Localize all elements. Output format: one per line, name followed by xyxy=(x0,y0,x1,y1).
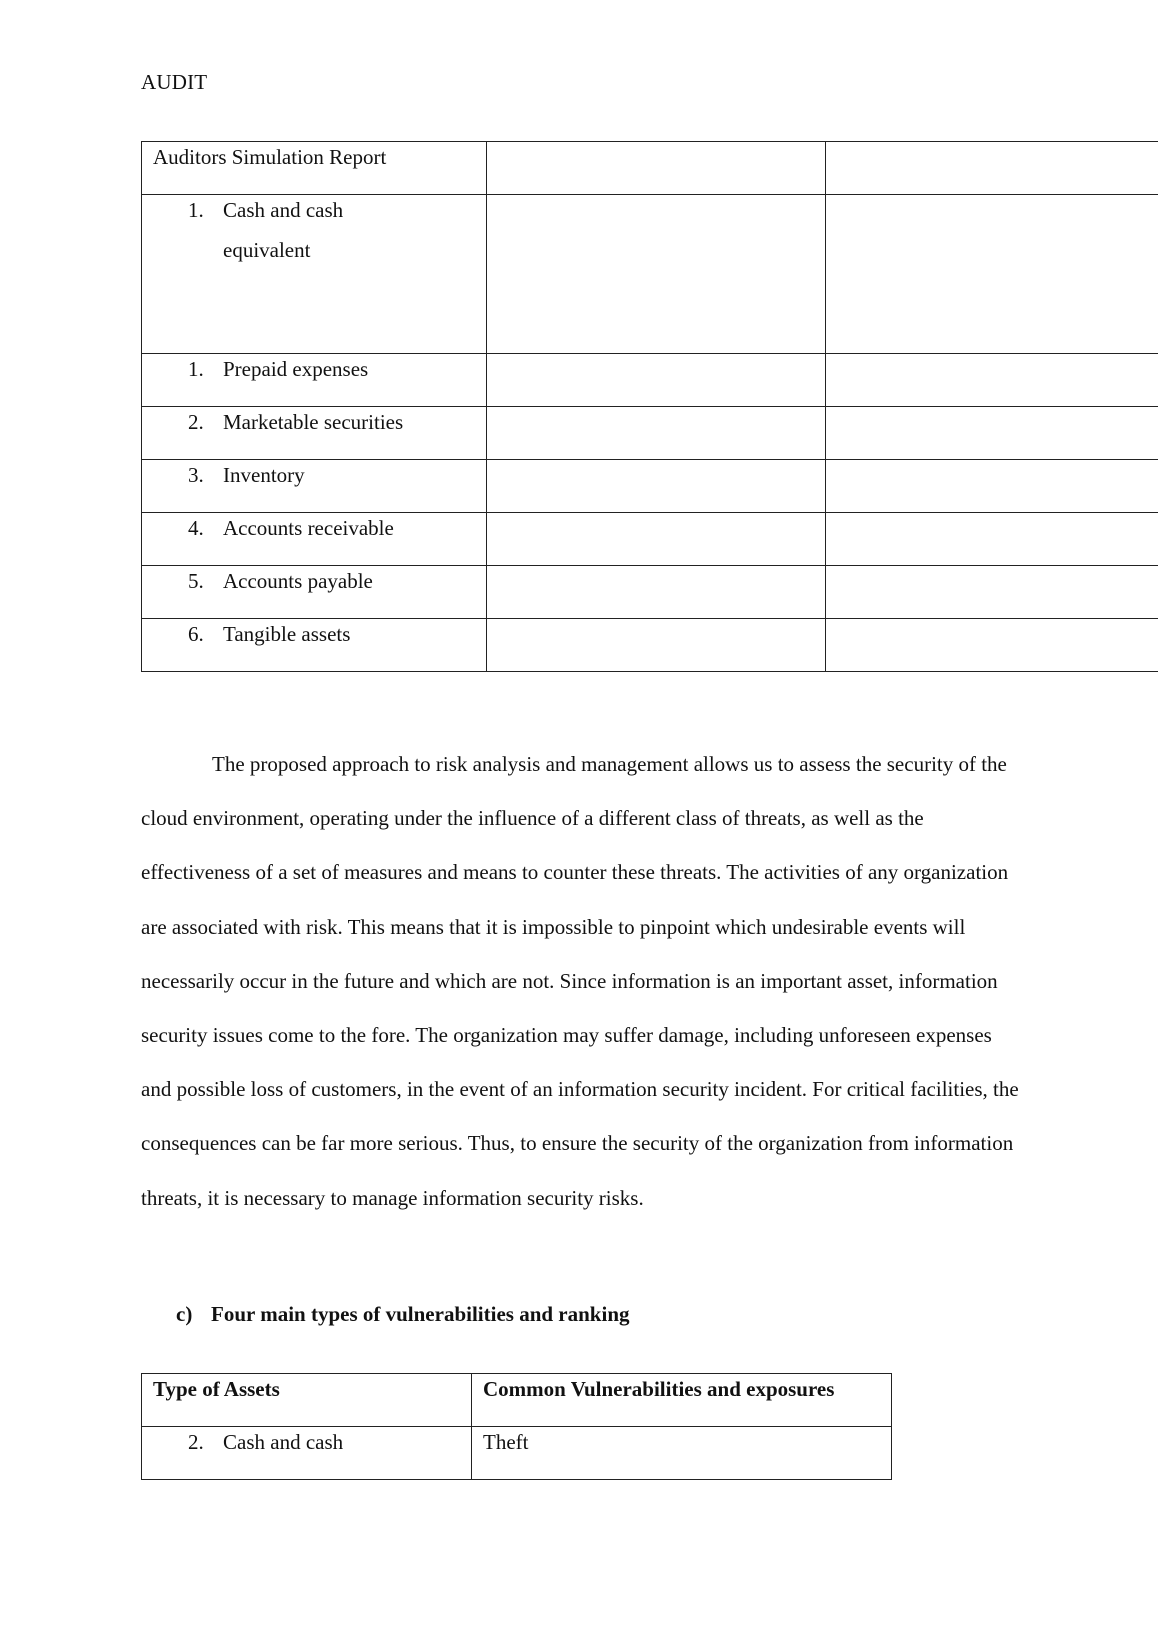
col-header-assets: Type of Assets xyxy=(153,1377,280,1401)
item-label-line2: equivalent xyxy=(223,238,311,262)
list-item xyxy=(142,513,486,541)
auditors-report-table xyxy=(141,141,1158,672)
table-cell xyxy=(825,407,1158,460)
item-label xyxy=(223,197,480,277)
table-row xyxy=(142,1427,892,1480)
table-row xyxy=(142,195,1158,354)
table-row xyxy=(142,513,1158,566)
table-row xyxy=(142,354,1158,407)
table-header-cell xyxy=(472,1374,892,1427)
list-item xyxy=(142,354,486,382)
table-cell xyxy=(486,513,825,566)
vulnerabilities-table xyxy=(141,1373,892,1480)
item-label: Tangible assets xyxy=(223,622,351,646)
table-cell xyxy=(486,566,825,619)
item-number: 3. xyxy=(188,463,204,487)
vulnerability-value: Theft xyxy=(483,1430,529,1454)
list-item xyxy=(142,460,486,488)
item-label: Accounts receivable xyxy=(223,516,394,540)
table-header-cell xyxy=(142,1374,472,1427)
table-header-row xyxy=(142,1374,892,1427)
item-label: Prepaid expenses xyxy=(223,357,369,381)
table-cell xyxy=(825,142,1158,195)
section-marker: c) xyxy=(176,1302,193,1326)
table-cell xyxy=(486,460,825,513)
report-table-title: Auditors Simulation Report xyxy=(153,145,387,169)
item-number: 2. xyxy=(188,410,204,434)
list-item xyxy=(142,407,486,435)
item-label: Accounts payable xyxy=(223,569,373,593)
table-cell xyxy=(825,460,1158,513)
table-cell xyxy=(142,407,487,460)
section-heading-text: Four main types of vulnerabilities and ranking xyxy=(211,1302,630,1326)
item-label: Marketable securities xyxy=(223,410,404,434)
item-number: 4. xyxy=(188,516,204,540)
item-label-line1: Cash and cash xyxy=(223,198,344,222)
table-cell xyxy=(486,195,825,354)
col-header-vulnerabilities: Common Vulnerabilities and exposures xyxy=(483,1377,835,1401)
table-row xyxy=(142,142,1158,195)
item-label: Inventory xyxy=(223,463,305,487)
item-number: 2. xyxy=(188,1430,204,1454)
table-cell xyxy=(825,354,1158,407)
table-cell xyxy=(142,354,487,407)
table-row xyxy=(142,619,1158,672)
table-cell xyxy=(142,460,487,513)
item-number: 6. xyxy=(188,622,204,646)
table-cell xyxy=(142,142,487,195)
table-cell xyxy=(825,619,1158,672)
running-head: AUDIT xyxy=(141,70,208,94)
table-cell xyxy=(142,195,487,354)
body-paragraph: The proposed approach to risk analysis and management allows us to assess the security of the cloud environment, operating under the influence of a different class of threats, as well as the effectiveness of a set of measures and means to counter these threats. The activities of any organization are associated with risk. This means that it is impossible to pinpoint which undesirable events will necessarily occur in the future and which are not. Since information is an important asset, information security issues come to the fore. The organization may suffer damage, including unforeseen expenses and possible loss of customers, in the event of an information security incident. For critical facilities, the consequences can be far more serious. Thus, to ensure the security of the organization from information threats, it is necessary to manage information security risks. xyxy=(141,752,1019,1210)
table-cell xyxy=(486,142,825,195)
list-item xyxy=(142,619,486,647)
table-cell xyxy=(486,407,825,460)
list-item xyxy=(142,1427,471,1455)
list-item xyxy=(142,566,486,594)
table-row xyxy=(142,460,1158,513)
section-heading xyxy=(176,1302,630,1327)
asset-label: Cash and cash xyxy=(223,1430,344,1454)
table-cell xyxy=(486,619,825,672)
list-item xyxy=(142,195,486,277)
table-cell xyxy=(825,566,1158,619)
table-cell xyxy=(825,513,1158,566)
table-cell xyxy=(472,1427,892,1480)
item-number: 5. xyxy=(188,569,204,593)
table-cell xyxy=(486,354,825,407)
item-number: 1. xyxy=(188,357,204,381)
item-number: 1. xyxy=(188,198,204,222)
table-row xyxy=(142,407,1158,460)
table-cell xyxy=(142,513,487,566)
table-cell xyxy=(825,195,1158,354)
table-cell xyxy=(142,566,487,619)
table-cell xyxy=(142,1427,472,1480)
table-row xyxy=(142,566,1158,619)
table-cell xyxy=(142,619,487,672)
